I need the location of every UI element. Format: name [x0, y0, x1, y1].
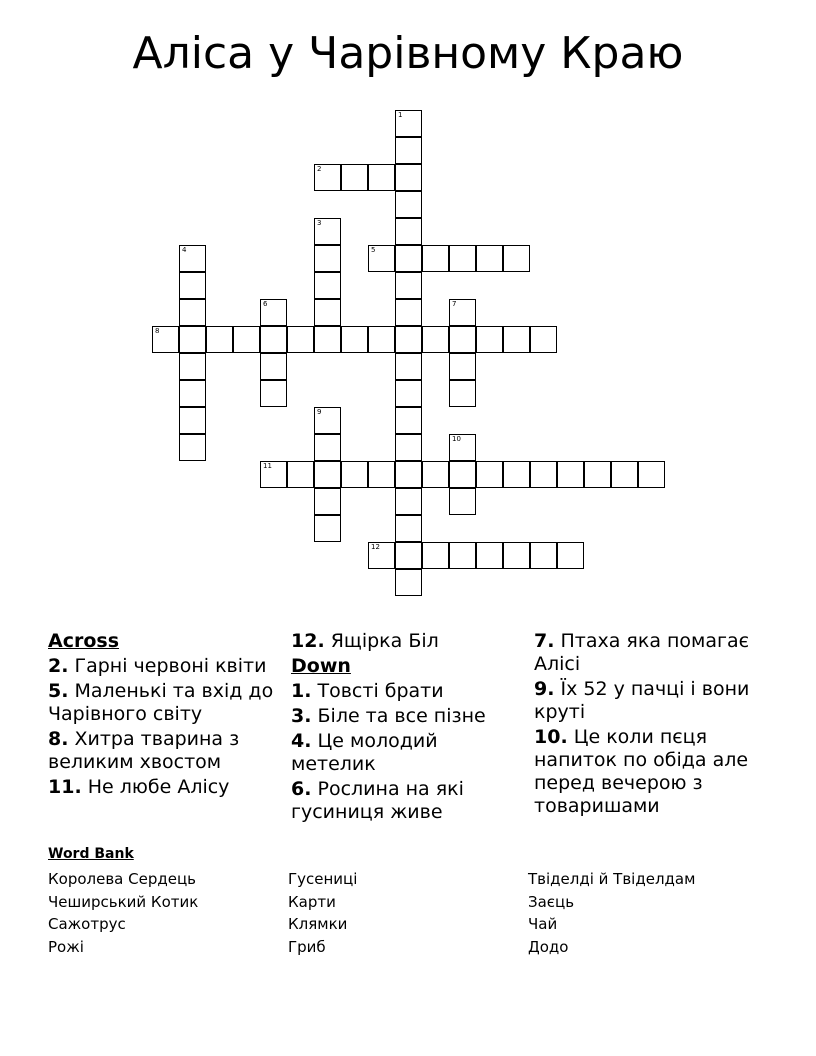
clue-number: 6. — [291, 778, 312, 800]
clue-number: 1. — [291, 680, 312, 702]
clue-number: 12. — [291, 630, 325, 652]
crossword-cell[interactable] — [314, 515, 341, 542]
crossword-cell[interactable] — [557, 542, 584, 569]
cell-number: 8 — [155, 327, 160, 335]
across-heading: Across — [48, 630, 120, 652]
word-bank-item: Клямки — [288, 915, 348, 933]
word-bank-item: Заєць — [528, 892, 575, 911]
crossword-cell[interactable] — [449, 326, 476, 353]
crossword-cell[interactable] — [368, 461, 395, 488]
crossword-cell[interactable] — [152, 326, 179, 353]
crossword-cell[interactable] — [449, 299, 476, 326]
crossword-cell[interactable] — [314, 218, 341, 245]
word-bank-item: Карти — [288, 892, 336, 911]
crossword-cell[interactable] — [260, 299, 287, 326]
clue-text: Це молодий метелик — [291, 730, 438, 775]
crossword-cell[interactable] — [395, 542, 422, 569]
cell-number: 9 — [317, 408, 322, 416]
clues-column-1 — [48, 630, 276, 801]
word-bank-item: Королева Сердець — [48, 870, 197, 888]
clue-number: 10. — [534, 726, 568, 748]
clue-text: Це коли пєця напиток по обіда але перед вечерою з товаришами — [534, 726, 749, 817]
crossword-cell[interactable] — [260, 353, 287, 380]
word-bank-item: Чеширський Котик — [48, 892, 199, 911]
clue-down-9 — [534, 678, 768, 724]
crossword-cell[interactable] — [476, 461, 503, 488]
clue-number: 4. — [291, 730, 312, 752]
crossword-cell[interactable] — [368, 164, 395, 191]
clue-number: 9. — [534, 678, 555, 700]
crossword-cell[interactable] — [503, 461, 530, 488]
crossword-cell[interactable] — [179, 434, 206, 461]
crossword-cell[interactable] — [503, 326, 530, 353]
crossword-cell[interactable] — [611, 461, 638, 488]
crossword-cell[interactable] — [449, 461, 476, 488]
crossword-cell[interactable] — [584, 461, 611, 488]
crossword-cell[interactable] — [179, 245, 206, 272]
crossword-cell[interactable] — [368, 326, 395, 353]
page-title: Аліса у Чарівному Краю — [132, 28, 684, 79]
cell-number: 11 — [263, 462, 272, 470]
cell-number: 6 — [263, 300, 268, 308]
crossword-cell[interactable] — [638, 461, 665, 488]
crossword-cell[interactable] — [314, 407, 341, 434]
clue-text: Рослина на які гусиниця живе — [291, 778, 464, 823]
crossword-cell[interactable] — [314, 245, 341, 272]
down-heading: Down — [291, 655, 351, 677]
crossword-cell[interactable] — [395, 353, 422, 380]
crossword-cell[interactable] — [179, 380, 206, 407]
crossword-cell[interactable] — [449, 353, 476, 380]
word-bank-item: Додо — [528, 937, 569, 956]
cell-number: 2 — [317, 165, 322, 173]
clue-number: 5. — [48, 680, 69, 702]
clue-across-8 — [48, 728, 276, 774]
crossword-cell[interactable] — [341, 326, 368, 353]
crossword-cell[interactable] — [395, 218, 422, 245]
crossword-cell[interactable] — [476, 326, 503, 353]
clue-number: 11. — [48, 776, 82, 798]
clue-across-2 — [48, 655, 276, 678]
crossword-cell[interactable] — [395, 434, 422, 461]
crossword-cell[interactable] — [557, 461, 584, 488]
crossword-cell[interactable] — [395, 245, 422, 272]
crossword-cell[interactable] — [476, 542, 503, 569]
clue-across-12 — [291, 630, 519, 653]
clue-down-7 — [534, 630, 768, 676]
crossword-cell[interactable] — [314, 326, 341, 353]
crossword-cell[interactable] — [503, 542, 530, 569]
crossword-cell[interactable] — [395, 515, 422, 542]
crossword-cell[interactable] — [260, 380, 287, 407]
clue-text: Не любе Алісу — [87, 776, 230, 798]
word-bank-column-1 — [48, 868, 198, 958]
crossword-cell[interactable] — [422, 245, 449, 272]
crossword-cell[interactable] — [233, 326, 260, 353]
crossword-cell[interactable] — [395, 299, 422, 326]
crossword-cell[interactable] — [395, 137, 422, 164]
cell-number: 5 — [371, 246, 376, 254]
word-bank-item: Рожі — [48, 937, 84, 956]
crossword-cell[interactable] — [341, 461, 368, 488]
crossword-cell[interactable] — [395, 326, 422, 353]
crossword-cell[interactable] — [476, 245, 503, 272]
word-bank-item: Чай — [528, 915, 558, 933]
crossword-cell[interactable] — [260, 461, 287, 488]
word-bank-item: Твіделді й Твіделдам — [528, 870, 696, 888]
crossword-cell[interactable] — [449, 542, 476, 569]
crossword-cell[interactable] — [314, 164, 341, 191]
crossword-cell[interactable] — [422, 326, 449, 353]
crossword-cell[interactable] — [179, 353, 206, 380]
crossword-cell[interactable] — [368, 245, 395, 272]
crossword-cell[interactable] — [314, 461, 341, 488]
crossword-cell[interactable] — [314, 299, 341, 326]
crossword-cell[interactable] — [287, 326, 314, 353]
crossword-cell[interactable] — [530, 542, 557, 569]
crossword-cell[interactable] — [260, 326, 287, 353]
word-bank-column-2 — [288, 868, 357, 958]
crossword-cell[interactable] — [449, 434, 476, 461]
cell-number: 12 — [371, 543, 380, 551]
clue-down-1 — [291, 680, 519, 703]
clue-number: 2. — [48, 655, 69, 677]
clue-number: 7. — [534, 630, 555, 652]
crossword-cell[interactable] — [395, 110, 422, 137]
crossword-cell[interactable] — [314, 434, 341, 461]
crossword-cell[interactable] — [449, 245, 476, 272]
crossword-cell[interactable] — [503, 245, 530, 272]
crossword-cell[interactable] — [395, 407, 422, 434]
crossword-cell[interactable] — [530, 461, 557, 488]
clue-text: Товсті брати — [317, 680, 444, 702]
clue-text: Ящірка Біл — [330, 630, 439, 652]
cell-number: 3 — [317, 219, 322, 227]
word-bank-heading: Word Bank — [48, 846, 134, 862]
word-bank-item: Гусениці — [288, 870, 358, 888]
crossword-cell[interactable] — [395, 191, 422, 218]
cell-number: 7 — [452, 300, 457, 308]
crossword-cell[interactable] — [206, 326, 233, 353]
clues-column-3 — [534, 630, 768, 820]
crossword-cell[interactable] — [395, 380, 422, 407]
crossword-cell[interactable] — [449, 488, 476, 515]
crossword-cell[interactable] — [341, 164, 368, 191]
clue-text: Маленькі та вхід до Чарівного світу — [48, 680, 274, 725]
crossword-cell[interactable] — [422, 542, 449, 569]
clue-across-5 — [48, 680, 276, 726]
crossword-cell[interactable] — [314, 272, 341, 299]
clue-text: Хитра тварина з великим хвостом — [48, 728, 240, 773]
crossword-cell[interactable] — [314, 488, 341, 515]
crossword-cell[interactable] — [530, 326, 557, 353]
crossword-cell[interactable] — [179, 407, 206, 434]
crossword-cell[interactable] — [179, 272, 206, 299]
clue-text: Їх 52 у пачці і вони круті — [534, 678, 750, 723]
clue-number: 3. — [291, 705, 312, 727]
crossword-cell[interactable] — [449, 380, 476, 407]
clue-down-10 — [534, 726, 768, 818]
crossword-cell[interactable] — [422, 461, 449, 488]
clue-across-11 — [48, 776, 276, 799]
clue-down-3 — [291, 705, 519, 728]
cell-number: 1 — [398, 111, 403, 119]
clue-down-6 — [291, 778, 519, 824]
crossword-cell[interactable] — [368, 542, 395, 569]
word-bank-item: Гриб — [288, 937, 326, 956]
word-bank-column-3 — [528, 868, 695, 958]
clue-text: Біле та все пізне — [317, 705, 486, 727]
cell-number: 10 — [452, 435, 461, 443]
clue-text: Птаха яка помагає Алісі — [534, 630, 750, 675]
clue-down-4 — [291, 730, 519, 776]
cell-number: 4 — [182, 246, 187, 254]
clues-column-2 — [291, 630, 519, 826]
word-bank-item: Сажотрус — [48, 915, 126, 933]
crossword-cell[interactable] — [395, 272, 422, 299]
crossword-cell[interactable] — [395, 569, 422, 596]
crossword-cell[interactable] — [287, 461, 314, 488]
crossword-cell[interactable] — [179, 326, 206, 353]
clue-text: Гарні червоні квіти — [74, 655, 267, 677]
crossword-cell[interactable] — [395, 461, 422, 488]
clue-number: 8. — [48, 728, 69, 750]
crossword-cell[interactable] — [179, 299, 206, 326]
crossword-cell[interactable] — [395, 488, 422, 515]
crossword-cell[interactable] — [395, 164, 422, 191]
